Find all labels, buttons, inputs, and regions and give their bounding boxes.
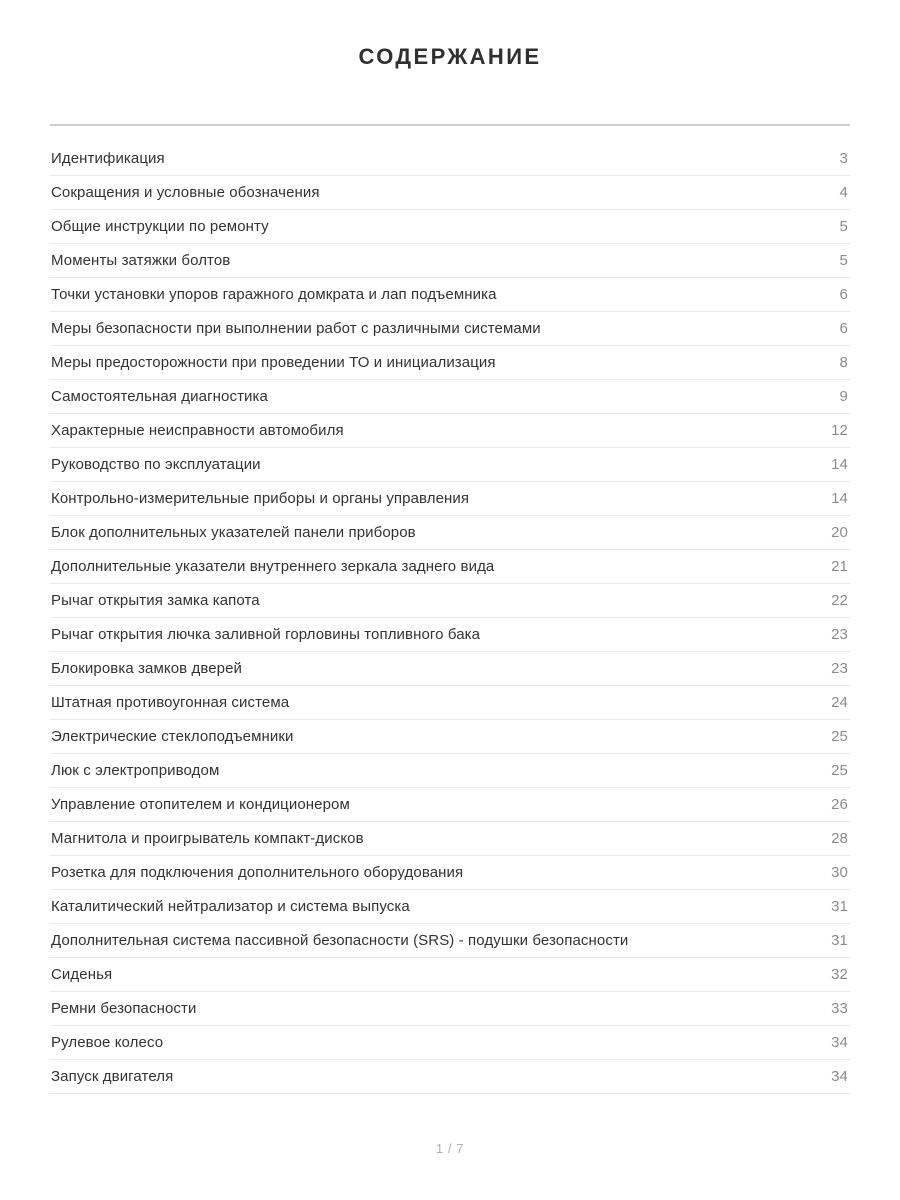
toc-entry[interactable] — [50, 1026, 850, 1060]
toc-entry-label: Самостоятельная диагностика — [51, 388, 268, 405]
toc-entry-page-number: 34 — [831, 1034, 848, 1051]
toc-entry[interactable] — [50, 448, 850, 482]
toc-entry-label: Контрольно-измерительные приборы и органы управления — [51, 490, 470, 507]
toc-entry[interactable] — [50, 210, 850, 244]
toc-entry-label: Сокращения и условные обозначения — [51, 184, 320, 201]
page-title: СОДЕРЖАНИЕ — [358, 44, 542, 69]
toc-entry[interactable] — [50, 142, 850, 176]
toc-entry-page-number: 30 — [831, 864, 848, 881]
toc-entry[interactable] — [50, 380, 850, 414]
toc-entry-label: Меры предосторожности при проведении ТО и инициализация — [51, 354, 496, 371]
toc-entry-page-number: 25 — [831, 762, 848, 779]
toc-entry-page-number: 14 — [831, 490, 848, 507]
toc-entry[interactable] — [50, 244, 850, 278]
toc-entry-label: Электрические стеклоподъемники — [51, 728, 294, 745]
toc-entry-page-number: 28 — [831, 830, 848, 847]
toc-entry-page-number: 34 — [831, 1068, 848, 1085]
toc-entry-label: Руководство по эксплуатации — [51, 456, 261, 473]
toc-entry[interactable] — [50, 346, 850, 380]
toc-entry-page-number: 6 — [839, 286, 848, 303]
toc-entry-label: Общие инструкции по ремонту — [51, 218, 269, 235]
toc-entry-label: Розетка для подключения дополнительного оборудования — [51, 864, 464, 881]
toc-entry[interactable] — [50, 1060, 850, 1094]
toc-entry-label: Идентификация — [51, 150, 165, 167]
toc-entry[interactable] — [50, 890, 850, 924]
toc-entry[interactable] — [50, 550, 850, 584]
toc-entry-page-number: 26 — [831, 796, 848, 813]
toc-entry[interactable] — [50, 482, 850, 516]
toc-entry-page-number: 24 — [831, 694, 848, 711]
toc-entry-label: Ремни безопасности — [51, 1000, 197, 1017]
page-number-footer: 1 / 7 — [435, 1141, 465, 1156]
toc-entry[interactable] — [50, 652, 850, 686]
toc-entry[interactable] — [50, 686, 850, 720]
toc-entry-page-number: 6 — [839, 320, 848, 337]
toc-entry-label: Каталитический нейтрализатор и система выпуска — [51, 898, 410, 915]
toc-entry-label: Дополнительная система пассивной безопасности (SRS) - подушки безопасности — [51, 932, 629, 949]
toc-entry[interactable] — [50, 924, 850, 958]
toc-entry[interactable] — [50, 958, 850, 992]
toc-entry-page-number: 20 — [831, 524, 848, 541]
toc-entry-page-number: 12 — [831, 422, 848, 439]
toc-entry-label: Штатная противоугонная система — [51, 694, 290, 711]
toc-entry-label: Точки установки упоров гаражного домкрата и лап подъемника — [51, 286, 497, 303]
toc-entry[interactable] — [50, 822, 850, 856]
toc-entry[interactable] — [50, 856, 850, 890]
toc-entry[interactable] — [50, 754, 850, 788]
toc-entry-label: Рычаг открытия замка капота — [51, 592, 260, 609]
toc-entry[interactable] — [50, 414, 850, 448]
toc-entry-page-number: 31 — [831, 898, 848, 915]
toc-entry-label: Блокировка замков дверей — [51, 660, 243, 677]
toc-entry-label: Рычаг открытия лючка заливной горловины топливного бака — [51, 626, 481, 643]
toc-entry-page-number: 22 — [831, 592, 848, 609]
toc-entry-label: Сиденья — [51, 966, 113, 983]
toc-entry-label: Моменты затяжки болтов — [51, 252, 231, 269]
toc-entry-label: Рулевое колесо — [51, 1034, 164, 1051]
toc-entry-label: Магнитола и проигрыватель компакт-дисков — [51, 830, 364, 847]
toc-entry[interactable] — [50, 312, 850, 346]
toc-entry-page-number: 32 — [831, 966, 848, 983]
toc-entry-label: Люк с электроприводом — [51, 762, 220, 779]
toc-entry-page-number: 31 — [831, 932, 848, 949]
toc-entry[interactable] — [50, 720, 850, 754]
toc-entry[interactable] — [50, 584, 850, 618]
toc-entry-page-number: 5 — [839, 218, 848, 235]
toc-entry[interactable] — [50, 278, 850, 312]
toc-entry-page-number: 33 — [831, 1000, 848, 1017]
toc-entry-page-number: 23 — [831, 660, 848, 677]
toc-entry-label: Дополнительные указатели внутреннего зеркала заднего вида — [51, 558, 495, 575]
toc-entry-page-number: 5 — [839, 252, 848, 269]
toc-entry-label: Меры безопасности при выполнении работ с различными системами — [51, 320, 541, 337]
toc-entry-page-number: 14 — [831, 456, 848, 473]
toc-entry-label: Запуск двигателя — [51, 1068, 174, 1085]
table-of-contents — [50, 126, 850, 1094]
toc-entry-page-number: 8 — [839, 354, 848, 371]
toc-entry-label: Блок дополнительных указателей панели приборов — [51, 524, 416, 541]
toc-entry-page-number: 3 — [839, 150, 848, 167]
toc-entry-page-number: 25 — [831, 728, 848, 745]
toc-entry-page-number: 4 — [839, 184, 848, 201]
toc-entry-label: Управление отопителем и кондиционером — [51, 796, 350, 813]
toc-entry[interactable] — [50, 176, 850, 210]
toc-entry[interactable] — [50, 516, 850, 550]
toc-entry-page-number: 21 — [831, 558, 848, 575]
toc-entry[interactable] — [50, 618, 850, 652]
toc-entry-page-number: 9 — [839, 388, 848, 405]
toc-entry[interactable] — [50, 992, 850, 1026]
toc-entry-page-number: 23 — [831, 626, 848, 643]
toc-entry-label: Характерные неисправности автомобиля — [51, 422, 344, 439]
toc-entry[interactable] — [50, 788, 850, 822]
